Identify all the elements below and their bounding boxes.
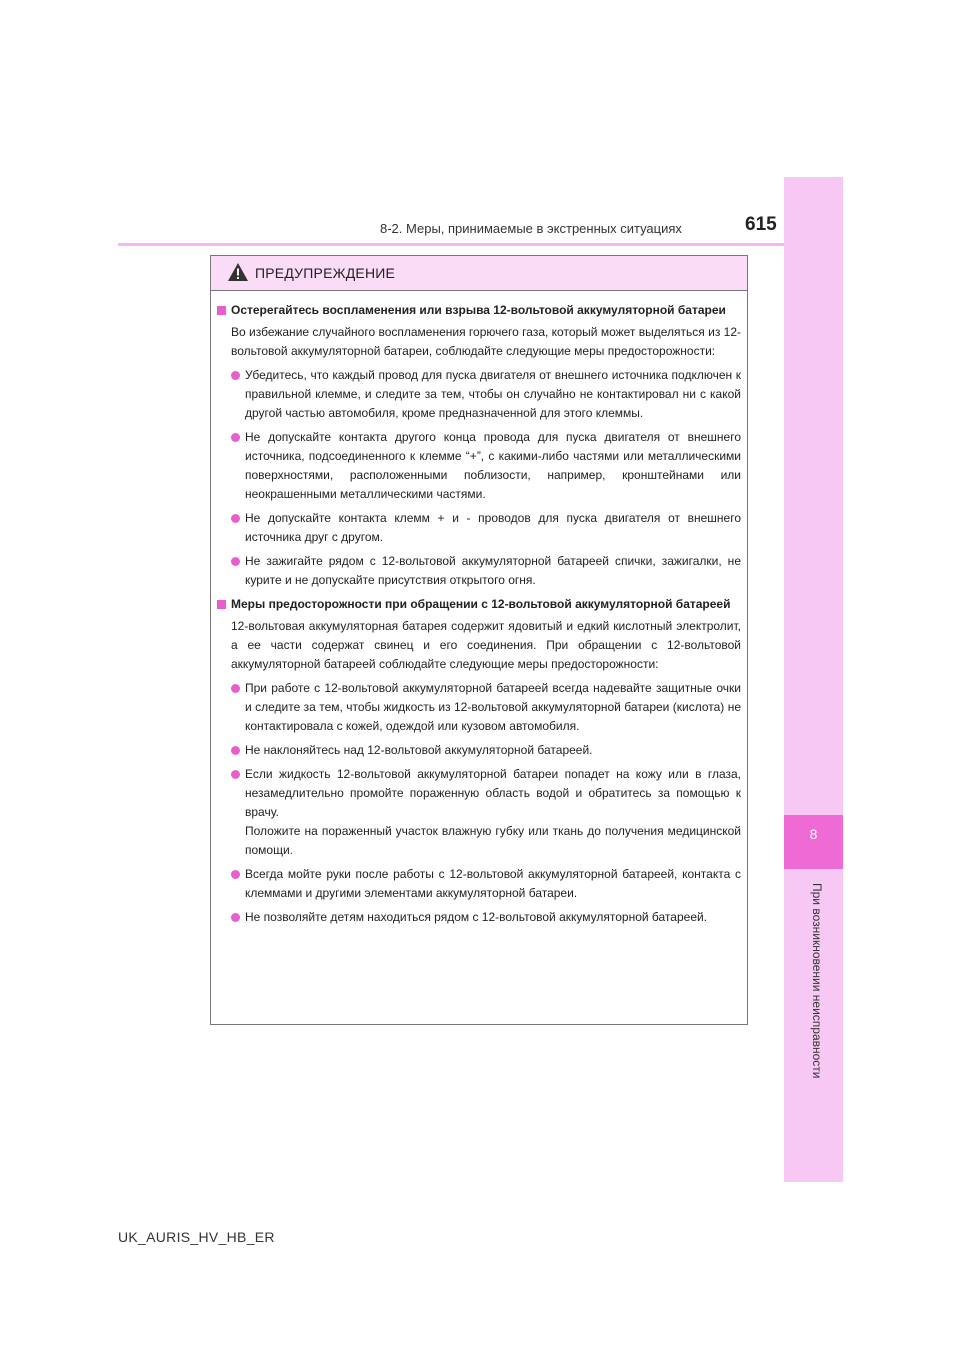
section-heading-text: Остерегайтесь воспламенения или взрыва 12-вольтовой аккумуляторной батареи	[231, 303, 726, 317]
list-item	[231, 765, 741, 860]
document-code: UK_AURIS_HV_HB_ER	[118, 1229, 275, 1245]
warning-section-handling	[217, 595, 741, 927]
list-item-text: Не наклоняйтесь над 12-вольтовой аккумуляторной батареей.	[245, 743, 593, 757]
bullet-dot-icon	[231, 557, 240, 566]
list-item	[231, 908, 741, 927]
section-heading	[217, 301, 741, 320]
list-item-text: Не допускайте контакта другого конца провода для пуска двигателя от внешнего источника, подсоединенного к клемме “+”, с какими-либо частями или металлическими поверхностями, расположенными поблизости, например, кронштейнами или неокрашенными металлическими частями.	[245, 430, 741, 501]
list-item	[231, 741, 741, 760]
bullet-dot-icon	[231, 870, 240, 879]
bullet-dot-icon	[231, 770, 240, 779]
square-bullet-icon	[217, 306, 226, 315]
list-item-text: Не зажигайте рядом с 12-вольтовой аккумуляторной батареей спички, зажигалки, не курите и не допускайте присутствия открытого огня.	[245, 554, 741, 587]
warning-triangle-icon	[227, 262, 249, 282]
list-item	[231, 509, 741, 547]
list-item-text: При работе с 12-вольтовой аккумуляторной батареей всегда надевайте защитные очки и следите за тем, чтобы жидкость из 12-вольтовой аккумуляторной батареи (кислота) не контактировала с кожей, одеждой или кузовом автомобиля.	[245, 681, 741, 733]
section-heading-text: Меры предосторожности при обращении с 12-вольтовой аккумуляторной батареей	[231, 597, 731, 611]
page-number: 615	[745, 214, 777, 235]
list-item-text: Не позволяйте детям находиться рядом с 12-вольтовой аккумуляторной батареей.	[245, 910, 708, 924]
bullet-dot-icon	[231, 514, 240, 523]
warning-body	[211, 291, 747, 927]
section-intro: 12-вольтовая аккумуляторная батарея содержит ядовитый и едкий кислотный электролит, а ее части содержат свинец и его соединения. При обращении с 12-вольтовой аккумуляторной батареей соблюдайте следующие меры предосторожности:	[231, 619, 741, 671]
bullet-dot-icon	[231, 913, 240, 922]
bullet-dot-icon	[231, 371, 240, 380]
chapter-number: 8	[809, 826, 818, 842]
list-item-text: Не допускайте контакта клемм + и - проводов для пуска двигателя от внешнего источника друг с другом.	[245, 511, 741, 544]
square-bullet-icon	[217, 600, 226, 609]
list-item	[231, 865, 741, 903]
list-item-text: Убедитесь, что каждый провод для пуска двигателя от внешнего источника подключен к правильной клемме, и следите за тем, чтобы он случайно не контактировал ни с какой другой частью автомобиля, кроме предназначенной для этого клеммы.	[245, 368, 741, 420]
bullet-dot-icon	[231, 746, 240, 755]
section-title: 8-2. Меры, принимаемые в экстренных ситуациях	[380, 221, 682, 236]
chapter-title: При возникновении неисправности	[810, 883, 824, 1079]
bullet-dot-icon	[231, 684, 240, 693]
list-item-text: Если жидкость 12-вольтовой аккумуляторной батареи попадет на кожу или в глаза, незамедлительно промойте пораженную область водой и обратитесь за помощью к врачу. Положите на пораженный участок влажную губку или ткань до получения медицинской помощи.	[245, 767, 741, 857]
list-item	[231, 679, 741, 736]
chapter-number-tab	[784, 815, 843, 869]
warning-header	[211, 256, 747, 291]
section-heading	[217, 595, 741, 614]
header-rule	[118, 243, 784, 246]
warning-title: ПРЕДУПРЕЖДЕНИЕ	[255, 265, 396, 281]
section-intro: Во избежание случайного воспламенения горючего газа, который может выделяться из 12-вольтовой аккумуляторной батареи, соблюдайте следующие меры предосторожности:	[231, 325, 741, 358]
warning-section-explosion	[217, 301, 741, 590]
warning-box	[210, 255, 748, 1025]
list-item	[231, 428, 741, 504]
bullet-dot-icon	[231, 433, 240, 442]
list-item	[231, 552, 741, 590]
list-item	[231, 366, 741, 423]
list-item-text: Всегда мойте руки после работы с 12-вольтовой аккумуляторной батареей, контакта с клеммами и другими элементами аккумуляторной батареи.	[245, 867, 741, 900]
